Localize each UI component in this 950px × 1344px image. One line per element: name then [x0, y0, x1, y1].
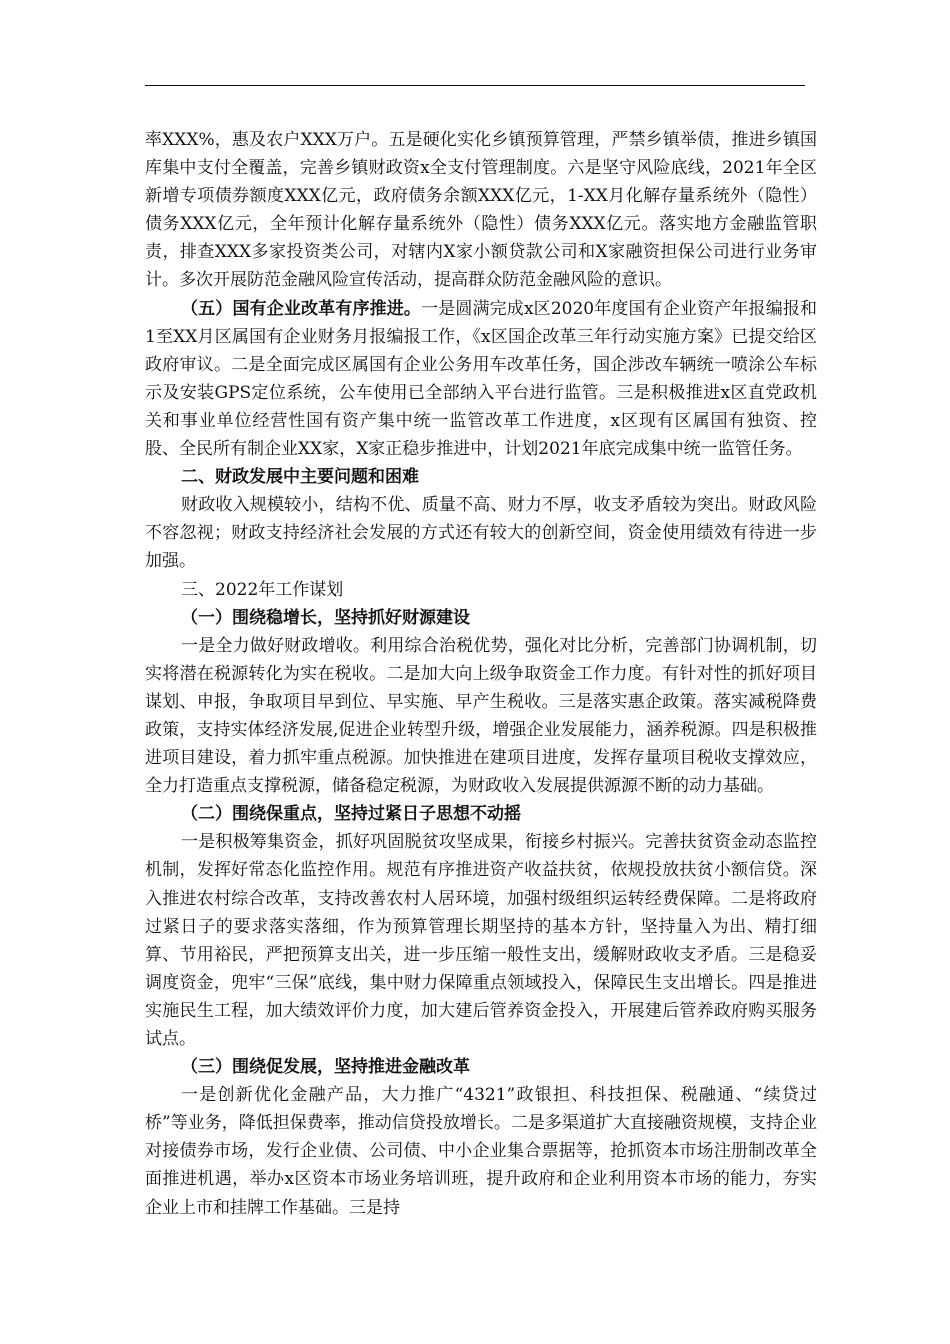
header-rule — [145, 85, 805, 86]
section-heading: 三、2022年工作谋划 — [181, 579, 344, 600]
subsection-heading: （三）围绕促发展，坚持推进金融改革 — [181, 1057, 470, 1078]
section-lead-heading: （五）国有企业改革有序推进。 — [181, 298, 422, 319]
subsection-heading: （一）围绕稳增长，坚持抓好财源建设 — [181, 607, 470, 628]
paragraph — [145, 295, 817, 464]
paragraph: 一是创新优化金融产品，大力推广“4321”政银担、科技担保、税融通、“续贷过桥”等业务，降低担保费率，推动信贷投放增长。二是多渠道扩大直接融资规模，支持企业对接债券市场，发行企业债、公司债、中小企业集合票据等，抢抓资本市场注册制改革全面推进机遇，举办x区资本市场业务培训班，提升政府和企业利用资本市场的能力，夯实企业上市和挂牌工作基础。三是持 — [145, 1085, 817, 1218]
subsection-heading: （二）围绕保重点，坚持过紧日子思想不动摇 — [181, 804, 521, 825]
paragraph: 一是积极筹集资金，抓好巩固脱贫攻坚成果，衔接乡村振兴。完善扶贫资金动态监控机制，发挥好常态化监控作用。规范有序推进资产收益扶贫，依规投放扶贫小额信贷。深入推进农村综合改革，支持改善农村人居环境，加强村级组织运转经费保障。二是将政府过紧日子的要求落实落细，作为预算管理长期坚持的基本方针，坚持量入为出、精打细算、节用裕民，严把预算支出关，进一步压缩一般性支出，缓解财政收支矛盾。三是稳妥调度资金，兜牢“三保”底线，集中财力保障重点领域投入，保障民生支出增长。四是推进实施民生工程，加大绩效评价力度，加大建后管养资金投入，开展建后管养政府购买服务试点。 — [145, 832, 817, 1049]
paragraph-body: 一是圆满完成x区2020年度国有企业资产年报编报和1至XX月区属国有企业财务月报编报工作，《x区国企改革三年行动实施方案》已提交给区政府审议。二是全面完成区属国有企业公务用车改革任务，国企涉改车辆统一喷涂公车标示及安装GPS定位系统，公车使用已全部纳入平台进行监管。三是积极推进x区直党政机关和事业单位经营性国有资产集中统一监管改革工作进度，x区现有区属国有独资、控股、全民所有制企业XX家，X家正稳步推进中，计划2021年底完成集中统一监管任务。 — [145, 298, 817, 460]
section-heading: 二、财政发展中主要问题和困难 — [181, 467, 419, 488]
document-body — [145, 126, 817, 1222]
paragraph: 财政收入规模较小，结构不优、质量不高、财力不厚，收支矛盾较为突出。财政风险不容忽视；财政支持经济社会发展的方式还有较大的创新空间，资金使用绩效有待进一步加强。 — [145, 495, 817, 572]
paragraph: 一是全力做好财政增收。利用综合治税优势，强化对比分析，完善部门协调机制，切实将潜在税源转化为实在税收。二是加大向上级争取资金工作力度。有针对性的抓好项目谋划、申报，争取项目早到位、早实施、早产生税收。三是落实惠企政策。落实减税降费政策，支持实体经济发展,促进企业转型升级，增强企业发展能力，涵养税源。四是积极推进项目建设，着力抓牢重点税源。加快推进在建项目进度，发挥存量项目税收支撑效应，全力打造重点支撑税源，储备稳定税源，为财政收入发展提供源源不断的动力基础。 — [145, 635, 817, 797]
paragraph: 率XXX%，惠及农户XXX万户。五是硬化实化乡镇预算管理，严禁乡镇举债，推进乡镇国库集中支付全覆盖，完善乡镇财政资x全支付管理制度。六是坚守风险底线，2021年全区新增专项债券额度XXX亿元，政府债务余额XXX亿元，1-XX月化解存量系统外（隐性）债务XXX亿元，全年预计化解存量系统外（隐性）债务XXX亿元。落实地方金融监管职责，排查XXX多家投资类公司，对辖内X家小额贷款公司和X家融资担保公司进行业务审计。多次开展防范金融风险宣传活动，提高群众防范金融风险的意识。 — [145, 130, 817, 291]
